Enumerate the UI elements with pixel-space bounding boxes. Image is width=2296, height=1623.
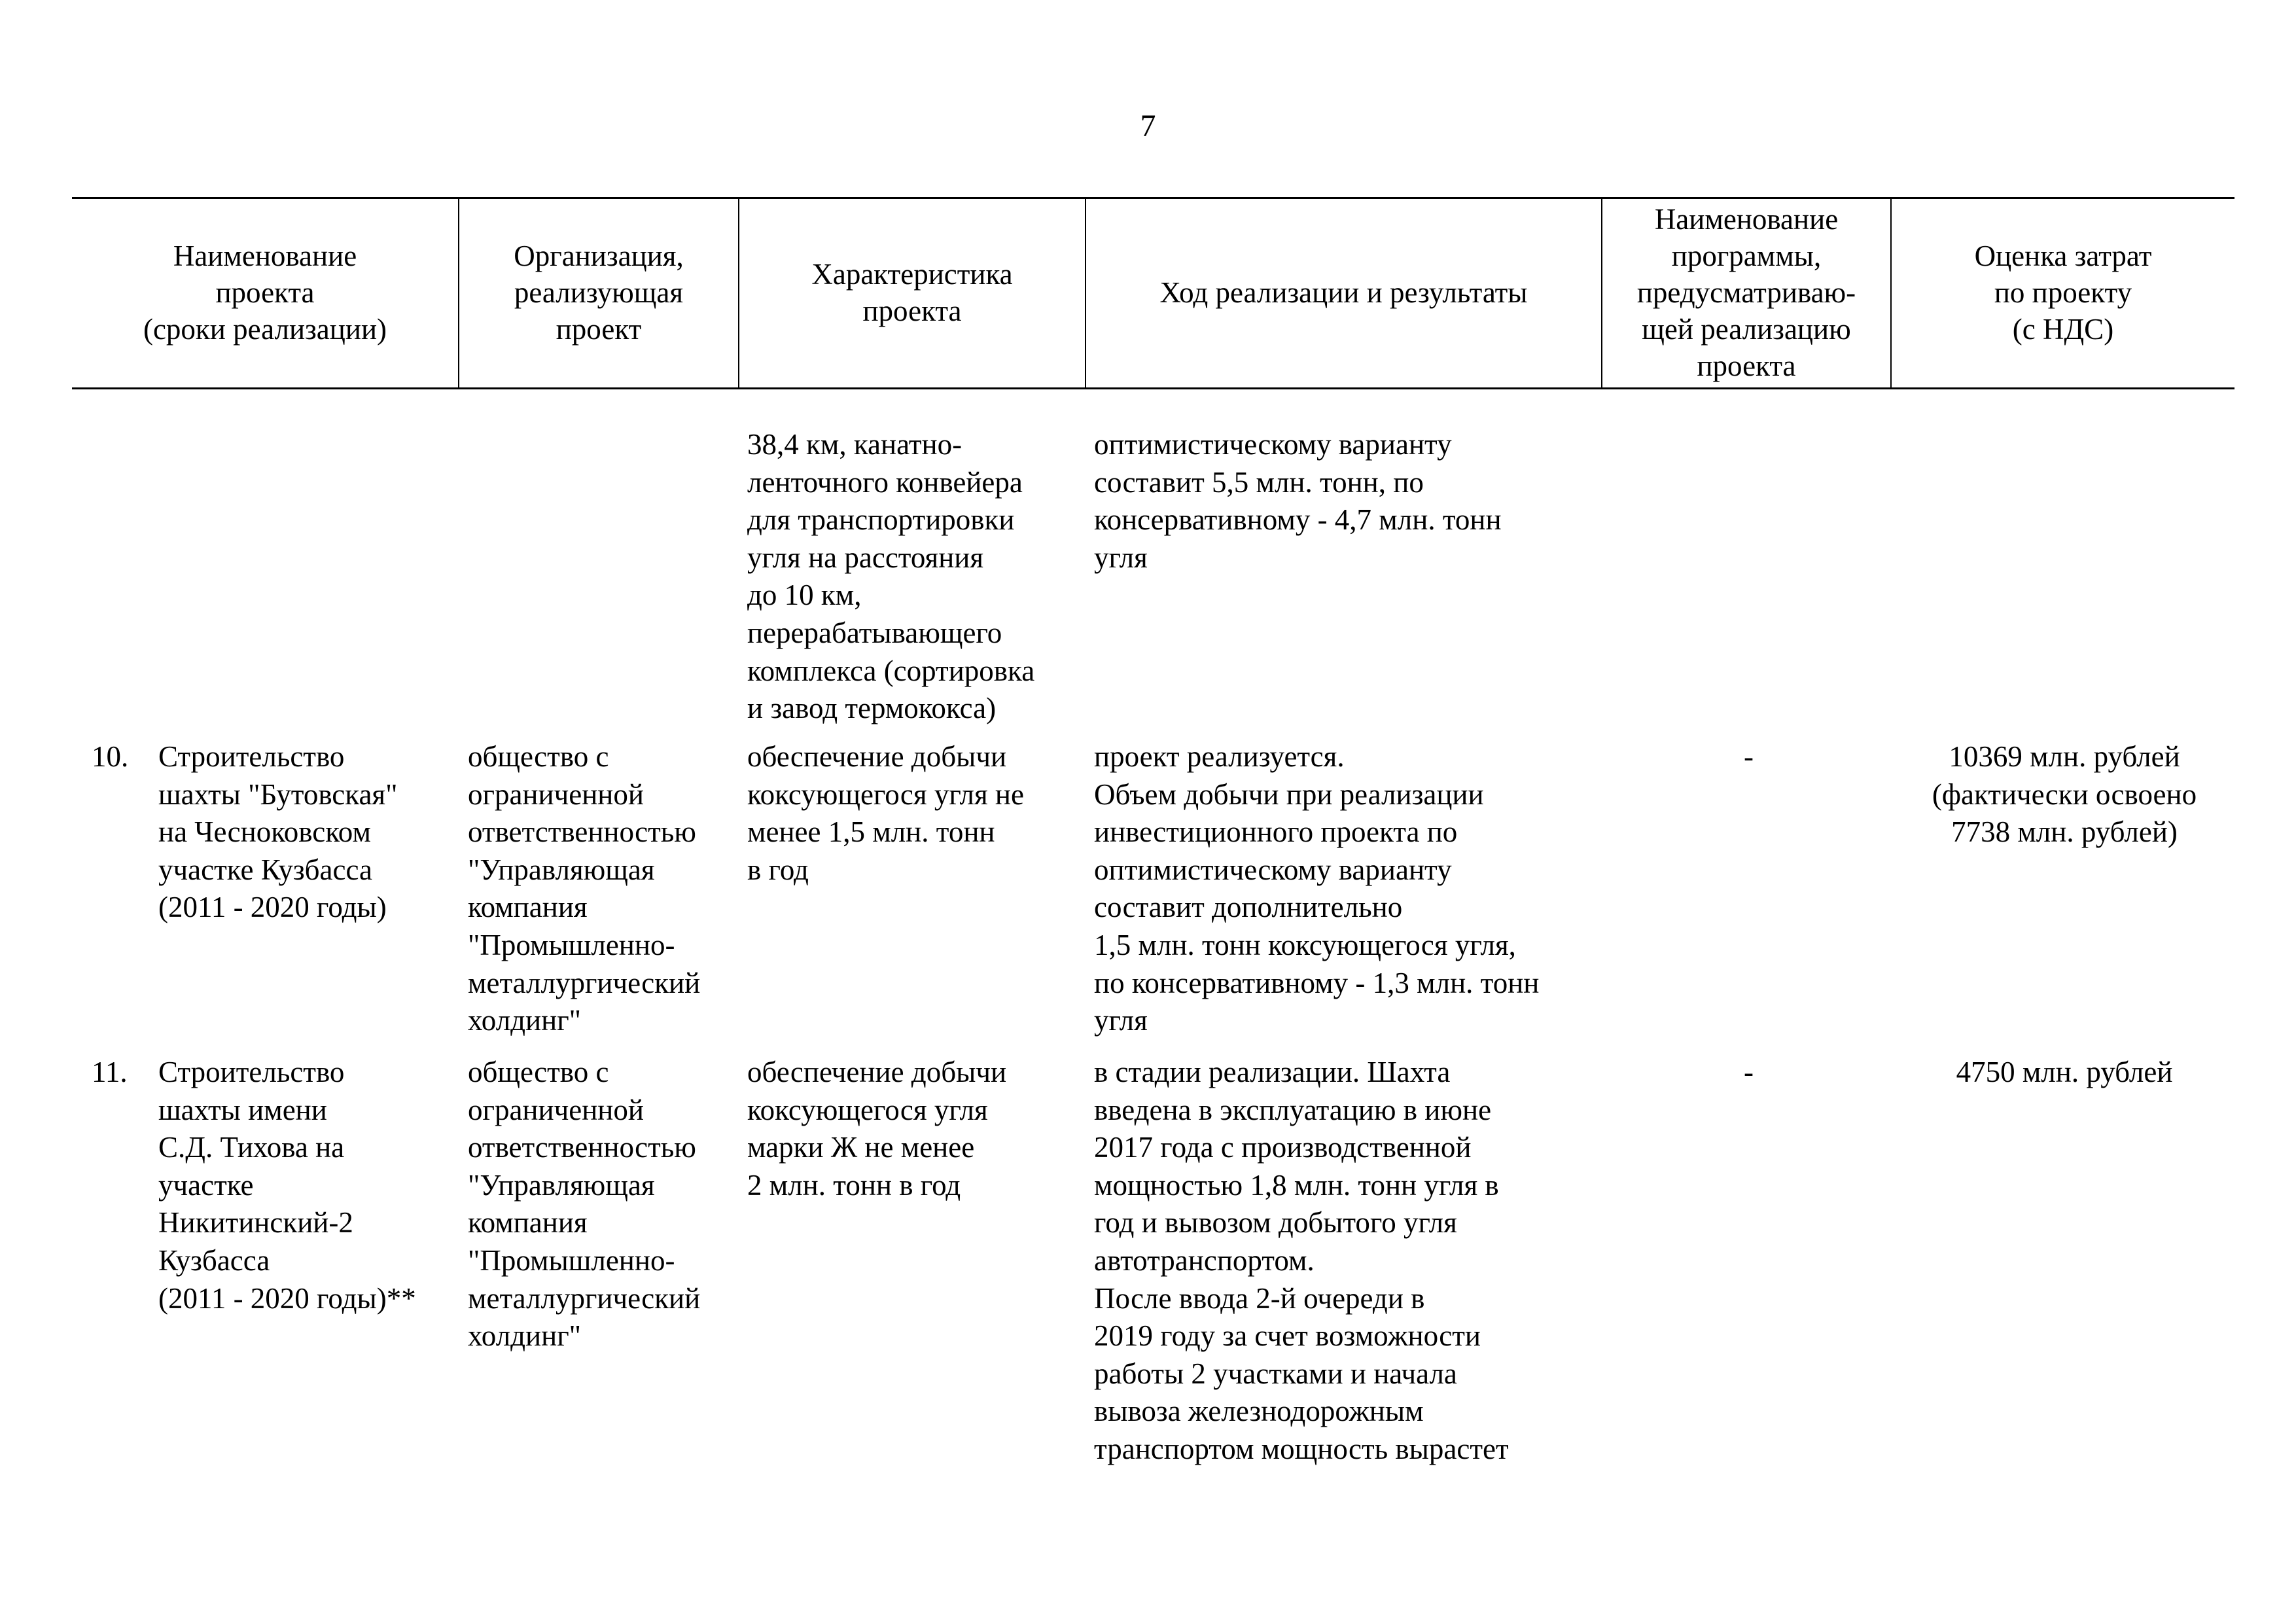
header-progress-results: Ход реализации и результаты <box>1159 276 1528 309</box>
cell-characteristics: 38,4 км, канатно- ленточного конвейера для транспортировки угля на расстояния до 10 км, перерабатывающего комплекса (сортировка и завод термококса) <box>747 428 1035 725</box>
header-program-name: Наименование программы, предусматриваю- щей реализацию проекта <box>1636 203 1856 382</box>
table-header-bottom-rule <box>72 387 2234 389</box>
cell-cost-estimate: 4750 млн. рублей <box>1956 1056 2173 1088</box>
cell-progress-results: оптимистическому варианту составит 5,5 млн. тонн, по консервативному - 4,7 млн. тонн угля <box>1094 428 1502 574</box>
header-project-name: Наименование проекта (сроки реализации) <box>143 240 387 346</box>
header-cost-estimate: Оценка затрат по проекту (с НДС) <box>1974 240 2152 346</box>
cell-project-name: Строительство шахты имени С.Д. Тихова на участке Никитинский-2 Кузбасса (2011 - 2020 годы)** <box>158 1056 416 1315</box>
cell-cost-estimate: 10369 млн. рублей (фактически освоено 7738 млн. рублей) <box>1932 740 2197 849</box>
page-number: 7 <box>1140 109 1156 143</box>
cell-organization: общество с ограниченной ответственностью "Управляющая компания "Промышленно- металлургический холдинг" <box>468 740 701 1037</box>
header-organization: Организация, реализующая проект <box>514 240 684 346</box>
header-characteristics: Характеристика проекта <box>811 258 1013 327</box>
cell-program-name: - <box>1744 1056 1754 1088</box>
cell-progress-results: проект реализуется. Объем добычи при реализации инвестиционного проекта по оптимистическому варианту составит дополнительно 1,5 млн. тонн коксующегося угля, по консервативному - 1,3 млн. тонн угля <box>1094 740 1540 1037</box>
cell-progress-results: в стадии реализации. Шахта введена в эксплуатацию в июне 2017 года с производственной мощностью 1,8 млн. тонн угля в год и вывозом добытого угля автотранспортом. После ввода 2-й очереди в 2019 году за счет возможности работы 2 участками и начала вывоза железнодорожным транспортом мощность вырастет <box>1094 1056 1509 1465</box>
cell-program-name: - <box>1744 740 1754 773</box>
cell-characteristics: обеспечение добычи коксующегося угля не менее 1,5 млн. тонн в год <box>747 740 1024 886</box>
cell-row-number: 11. <box>92 1056 128 1088</box>
cell-row-number: 10. <box>92 740 129 773</box>
cell-organization: общество с ограниченной ответственностью "Управляющая компания "Промышленно- металлургический холдинг" <box>468 1056 701 1353</box>
cell-project-name: Строительство шахты "Бутовская" на Чесноковском участке Кузбасса (2011 - 2020 годы) <box>158 740 398 924</box>
cell-characteristics: обеспечение добычи коксующегося угля марки Ж не менее 2 млн. тонн в год <box>747 1056 1007 1202</box>
